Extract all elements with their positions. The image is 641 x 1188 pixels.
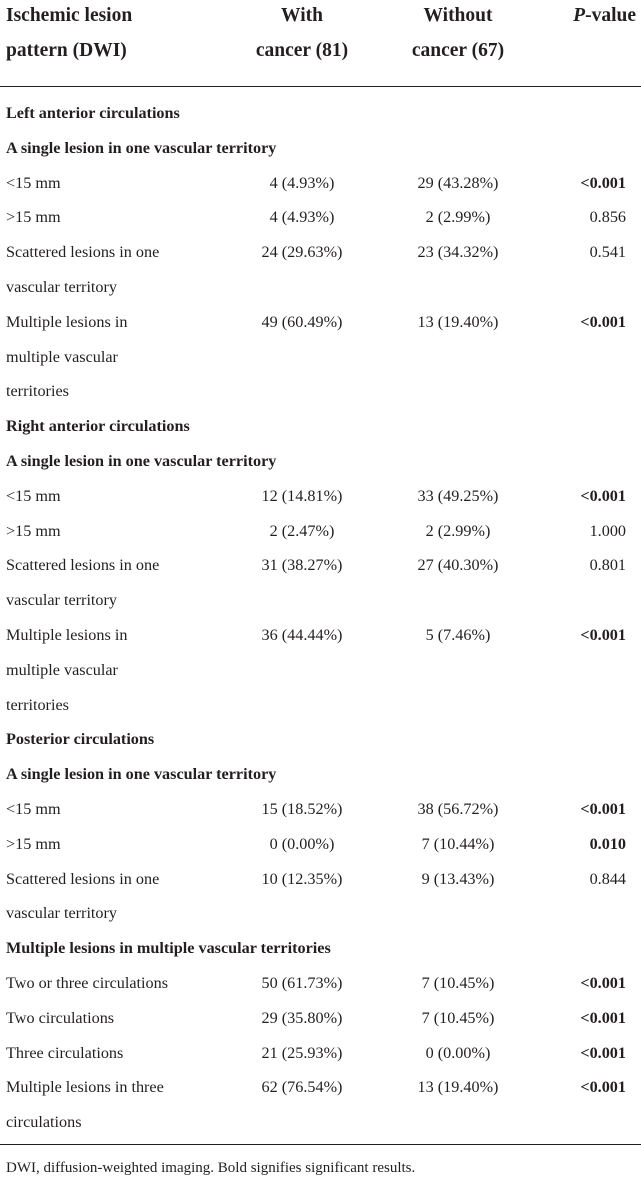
table-row [0,827,641,862]
row-label: Two or three circulations [6,973,169,992]
header-with-cancer-line2: cancer (81) [255,40,349,61]
subsection-heading-row [0,131,641,166]
table-row [0,966,641,1001]
table-row [0,479,641,514]
row-label: Scattered lesions in one [6,556,160,575]
label-continuation-row [0,270,641,305]
with-cancer-cell: 4 (4.93%) [269,173,335,192]
p-value-cell: <0.001 [580,1043,626,1062]
row-label: territories [6,695,69,714]
row-label: circulations [6,1113,82,1132]
row-label: Multiple lesions in three [6,1078,164,1097]
without-cancer-cell: 5 (7.46%) [425,625,491,644]
table-row [0,548,641,583]
row-label: <15 mm [6,173,61,192]
with-cancer-cell: 36 (44.44%) [261,625,343,644]
table-row [0,1001,641,1036]
without-cancer-cell: 27 (40.30%) [417,556,499,575]
with-cancer-cell: 10 (12.35%) [261,869,343,888]
row-label: Scattered lesions in one [6,243,160,262]
header-p-italic: P [573,5,586,26]
without-cancer-cell: 33 (49.25%) [417,486,499,505]
without-cancer-cell: 29 (43.28%) [417,173,499,192]
with-cancer-cell: 15 (18.52%) [261,799,343,818]
row-label: vascular territory [6,277,118,296]
row-label: Multiple lesions in [6,625,128,644]
table-body [0,96,641,1140]
row-label: >15 mm [6,834,61,853]
without-cancer-cell: 13 (19.40%) [417,1078,499,1097]
row-label: territories [6,382,69,401]
without-cancer-cell: 13 (19.40%) [417,312,499,331]
p-value-cell: <0.001 [580,799,626,818]
p-value-cell: 0.010 [589,834,626,853]
table-row [0,1070,641,1105]
p-value-cell: 0.541 [589,243,626,262]
header-with-cancer [214,0,390,68]
without-cancer-cell: 7 (10.44%) [421,834,495,853]
label-continuation-row [0,583,641,618]
section-heading-row [0,96,641,131]
with-cancer-cell: 62 (76.54%) [261,1078,343,1097]
row-label: >15 mm [6,208,61,227]
label-continuation-row [0,688,641,723]
with-cancer-cell: 4 (4.93%) [269,208,335,227]
row-label: vascular territory [6,591,118,610]
without-cancer-cell: 7 (10.45%) [421,1008,495,1027]
subsection-heading-row [0,757,641,792]
label-continuation-row [0,653,641,688]
row-label: A single lesion in one vascular territory [6,138,277,157]
header-with-cancer-line1: With [281,5,323,26]
table-row [0,792,641,827]
header-lesion-pattern [6,0,132,68]
header-p-value [520,0,636,33]
with-cancer-cell: 29 (35.80%) [261,1008,343,1027]
row-label: <15 mm [6,486,61,505]
header-lesion-pattern-line1: Ischemic lesion [6,5,133,26]
row-label: Left anterior circulations [6,104,180,122]
without-cancer-cell: 38 (56.72%) [417,799,499,818]
p-value-cell: <0.001 [580,1008,626,1027]
without-cancer-cell: 2 (2.99%) [425,208,491,227]
header-rule [0,86,641,87]
label-continuation-row [0,374,641,409]
with-cancer-cell: 21 (25.93%) [261,1043,343,1062]
table-row [0,862,641,897]
table-footnote: DWI, diffusion-weighted imaging. Bold signifies significant results. [6,1160,416,1176]
p-value-cell: 0.844 [589,869,626,888]
row-label: Two circulations [6,1008,115,1027]
p-value-cell: <0.001 [580,625,626,644]
p-value-cell: <0.001 [580,312,626,331]
table-header [0,0,641,86]
p-value-cell: <0.001 [580,486,626,505]
with-cancer-cell: 24 (29.63%) [261,243,343,262]
header-lesion-pattern-line2: pattern (DWI) [6,40,127,61]
header-without-cancer-line2: cancer (67) [411,40,505,61]
with-cancer-cell: 12 (14.81%) [261,486,343,505]
table-row [0,305,641,340]
row-label: multiple vascular [6,347,118,366]
bottom-rule [0,1144,641,1145]
row-label: Scattered lesions in one [6,869,160,888]
section-heading-row [0,409,641,444]
with-cancer-cell: 50 (61.73%) [261,973,343,992]
subsection-heading-row [0,444,641,479]
table-row [0,166,641,201]
p-value-cell: <0.001 [580,973,626,992]
table-row [0,200,641,235]
without-cancer-cell: 7 (10.45%) [421,973,495,992]
label-continuation-row [0,340,641,375]
with-cancer-cell: 31 (38.27%) [261,556,343,575]
row-label: <15 mm [6,799,61,818]
table-row [0,1036,641,1071]
with-cancer-cell: 2 (2.47%) [269,521,335,540]
without-cancer-cell: 23 (34.32%) [417,243,499,262]
table-row [0,235,641,270]
label-continuation-row [0,896,641,931]
without-cancer-cell: 2 (2.99%) [425,521,491,540]
p-value-cell: <0.001 [580,173,626,192]
table-row [0,514,641,549]
row-label: A single lesion in one vascular territory [6,451,277,470]
row-label: Three circulations [6,1043,124,1062]
p-value-cell: 0.801 [589,556,626,575]
header-p-rest: -value [585,5,636,26]
row-label: A single lesion in one vascular territory [6,765,277,784]
without-cancer-cell: 0 (0.00%) [425,1043,491,1062]
section-heading-row [0,722,641,757]
row-label: Posterior circulations [6,730,155,749]
label-continuation-row [0,1105,641,1140]
with-cancer-cell: 49 (60.49%) [261,312,343,331]
row-label: Multiple lesions in [6,312,128,331]
row-label: multiple vascular [6,660,118,679]
without-cancer-cell: 9 (13.43%) [421,869,495,888]
row-label: Multiple lesions in multiple vascular territories [6,939,331,958]
row-label: >15 mm [6,521,61,540]
row-label: vascular territory [6,904,118,923]
p-value-cell: 0.856 [589,208,626,227]
table-row [0,618,641,653]
row-label: Right anterior circulations [6,417,190,436]
subsection-heading-row [0,931,641,966]
with-cancer-cell: 0 (0.00%) [269,834,335,853]
header-without-cancer-line1: Without [423,5,493,26]
p-value-cell: <0.001 [580,1078,626,1097]
p-value-cell: 1.000 [589,521,626,540]
